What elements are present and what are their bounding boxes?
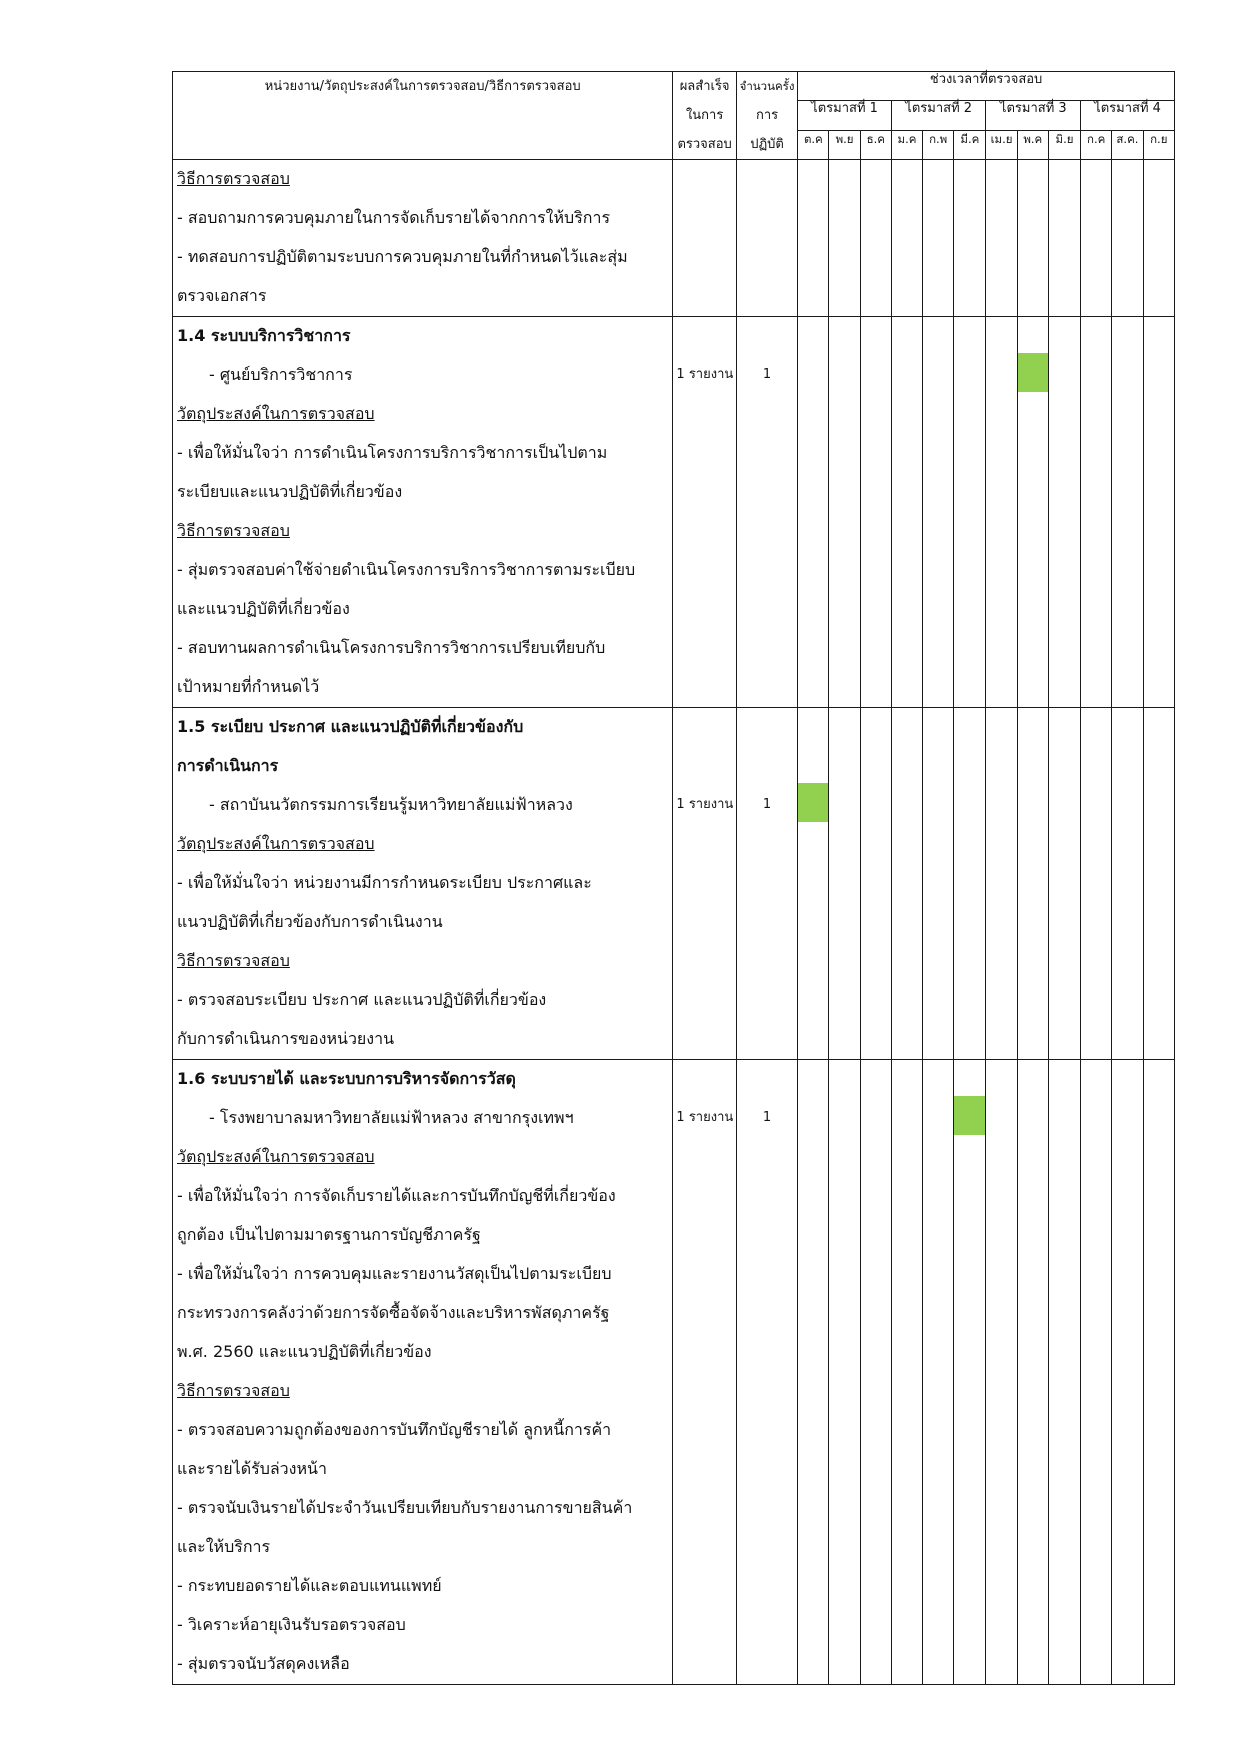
count-cell: [736, 708, 797, 1060]
header-count-column: [736, 72, 797, 160]
count-cell: [736, 160, 797, 317]
month-cell: [829, 708, 860, 1060]
month-cell: [986, 160, 1017, 317]
line-text: วัตถุประสงค์ในการตรวจสอบ: [177, 404, 375, 423]
line-text: - เพื่อให้มั่นใจว่า การจัดเก็บรายได้และการบันทึกบัญชีที่เกี่ยวข้อง: [177, 1186, 616, 1205]
section-subheading: [173, 825, 672, 864]
month-cell: [1081, 708, 1112, 1060]
section-line: [173, 1645, 672, 1684]
month-cell: [860, 317, 891, 708]
month-cell: [1048, 1060, 1080, 1685]
line-text: - โรงพยาบาลมหาวิทยาลัยแม่ฟ้าหลวง สาขากรุงเทพฯ: [209, 1108, 574, 1127]
section-line: [173, 1606, 672, 1645]
section-row: [173, 1060, 1175, 1685]
result-cell: [673, 317, 736, 708]
audit-schedule-table: [172, 71, 1175, 1685]
section-line: [173, 1294, 672, 1333]
line-text: - เพื่อให้มั่นใจว่า การควบคุมและรายงานวัสดุเป็นไปตามระเบียบ: [177, 1264, 612, 1283]
section-description: [173, 1060, 673, 1685]
header-result-line: ในการ: [685, 108, 724, 123]
header-quarter-3: ไตรมาสที่ 3: [986, 101, 1081, 130]
header-month: เม.ย: [986, 130, 1017, 159]
line-text: - เพื่อให้มั่นใจว่า หน่วยงานมีการกำหนดระเบียบ ประกาศและ: [177, 873, 592, 892]
line-text: - สุ่มตรวจนับวัสดุคงเหลือ: [177, 1654, 350, 1673]
line-text: - วิเคราะห์อายุเงินรับรอตรวจสอบ: [177, 1615, 406, 1634]
month-cell: [923, 708, 954, 1060]
month-cell: [891, 1060, 922, 1685]
result-cell: [673, 708, 736, 1060]
line-text: 1.6 ระบบรายได้ และระบบการบริหารจัดการวัสดุ: [177, 1069, 516, 1088]
header-month: ม.ค: [891, 130, 922, 159]
line-text: ถูกต้อง เป็นไปตามมาตรฐานการบัญชีภาครัฐ: [177, 1225, 481, 1244]
section-line: [173, 1333, 672, 1372]
section-subheading: [173, 1138, 672, 1177]
section-line: [173, 277, 672, 316]
count-value: [737, 160, 797, 199]
header-quarter-2: ไตรมาสที่ 2: [891, 101, 986, 130]
header-month: ก.ค: [1081, 130, 1112, 159]
month-cell: [829, 1060, 860, 1685]
month-cell: [1112, 317, 1143, 708]
section-line: [173, 1450, 672, 1489]
scheduled-bar: [1018, 353, 1048, 392]
header-result-line: ผลสำเร็จ: [679, 79, 730, 94]
header-unit-column: หน่วยงาน/วัตถุประสงค์ในการตรวจสอบ/วิธีการตรวจสอบ: [173, 72, 673, 160]
month-cell: [1143, 160, 1174, 317]
header-result-line: ตรวจสอบ: [677, 137, 732, 152]
header-month: ธ.ค: [860, 130, 891, 159]
line-text: - ทดสอบการปฏิบัติตามระบบการควบคุมภายในที่กำหนดไว้และสุ่ม: [177, 247, 628, 266]
header-month: ต.ค: [798, 130, 829, 159]
header-quarter-4: ไตรมาสที่ 4: [1081, 101, 1175, 130]
header-month: มี.ค: [954, 130, 986, 159]
line-text: และรายได้รับล่วงหน้า: [177, 1459, 327, 1478]
section-row: [173, 708, 1175, 1060]
line-text: - สถาบันนวัตกรรมการเรียนรู้มหาวิทยาลัยแม่ฟ้าหลวง: [209, 795, 573, 814]
section-line: [173, 473, 672, 512]
month-cell: [1143, 1060, 1174, 1685]
result-value: 1 รายงาน: [676, 367, 734, 382]
header-month: ก.พ: [923, 130, 954, 159]
line-text: - สอบทานผลการดำเนินโครงการบริการวิชาการเปรียบเทียบกับ: [177, 638, 606, 657]
section-line: [173, 551, 672, 590]
count-value: 1: [762, 367, 772, 382]
header-quarter-1: ไตรมาสที่ 1: [798, 101, 892, 130]
month-cell: [1048, 317, 1080, 708]
line-text: เป้าหมายที่กำหนดไว้: [177, 677, 320, 696]
month-cell: [860, 708, 891, 1060]
month-cell: [860, 160, 891, 317]
month-cell: [1017, 160, 1048, 317]
month-cell: [798, 708, 829, 1060]
section-subheading: [173, 1372, 672, 1411]
line-text: กับการดำเนินการของหน่วยงาน: [177, 1029, 395, 1048]
line-text: - ตรวจสอบความถูกต้องของการบันทึกบัญชีรายได้ ลูกหนี้การค้า: [177, 1420, 612, 1439]
section-line: [173, 1411, 672, 1450]
section-row: [173, 317, 1175, 708]
section-line: [173, 1489, 672, 1528]
month-cell: [1112, 160, 1143, 317]
month-cell: [1143, 317, 1174, 708]
section-title: [173, 708, 672, 747]
header-period-title: ช่วงเวลาที่ตรวจสอบ: [798, 72, 1175, 101]
section-subheading: [173, 942, 672, 981]
section-line: [173, 1099, 672, 1138]
line-text: - ตรวจสอบระเบียบ ประกาศ และแนวปฏิบัติที่เกี่ยวข้อง: [177, 990, 547, 1009]
section-line: [173, 199, 672, 238]
section-subheading: [173, 160, 672, 199]
month-cell: [923, 317, 954, 708]
header-month: ส.ค.: [1112, 130, 1143, 159]
line-text: วิธีการตรวจสอบ: [177, 1381, 290, 1400]
section-description: [173, 317, 673, 708]
section-line: [173, 1567, 672, 1606]
month-cell: [798, 1060, 829, 1685]
count-cell: [736, 1060, 797, 1685]
month-cell: [986, 317, 1017, 708]
month-cell: [954, 708, 986, 1060]
header-result-column: [673, 72, 736, 160]
month-cell: [798, 160, 829, 317]
header-month: พ.ย: [829, 130, 860, 159]
count-value: 1: [762, 797, 772, 812]
month-cell: [1112, 1060, 1143, 1685]
section-line: [173, 434, 672, 473]
line-text: และแนวปฏิบัติที่เกี่ยวข้อง: [177, 599, 350, 618]
section-title: [173, 317, 672, 356]
result-value: 1 รายงาน: [676, 1110, 734, 1125]
section-line: [173, 981, 672, 1020]
line-text: วิธีการตรวจสอบ: [177, 169, 290, 188]
section-line: [173, 356, 672, 395]
line-text: - สุ่มตรวจสอบค่าใช้จ่ายดำเนินโครงการบริการวิชาการตามระเบียบ: [177, 560, 636, 579]
line-text: ตรวจเอกสาร: [177, 286, 267, 305]
scheduled-bar: [798, 783, 828, 822]
line-text: แนวปฏิบัติที่เกี่ยวข้องกับการดำเนินงาน: [177, 912, 443, 931]
month-cell: [891, 708, 922, 1060]
month-cell: [954, 1060, 986, 1685]
section-row: [173, 160, 1175, 317]
count-value: 1: [762, 1110, 772, 1125]
line-text: วิธีการตรวจสอบ: [177, 951, 290, 970]
line-text: - กระทบยอดรายได้และตอบแทนแพทย์: [177, 1576, 442, 1595]
month-cell: [891, 160, 922, 317]
header-month: พ.ค: [1017, 130, 1048, 159]
result-value: [673, 160, 735, 199]
result-cell: [673, 160, 736, 317]
line-text: ระเบียบและแนวปฏิบัติที่เกี่ยวข้อง: [177, 482, 403, 501]
section-line: [173, 1255, 672, 1294]
month-cell: [923, 1060, 954, 1685]
month-cell: [891, 317, 922, 708]
month-cell: [1081, 317, 1112, 708]
section-subheading: [173, 512, 672, 551]
section-line: [173, 1177, 672, 1216]
section-title: [173, 747, 672, 786]
section-subheading: [173, 395, 672, 434]
month-cell: [1017, 317, 1048, 708]
section-line: [173, 1528, 672, 1567]
line-text: และให้บริการ: [177, 1537, 271, 1556]
month-cell: [798, 317, 829, 708]
month-cell: [954, 160, 986, 317]
section-title: [173, 1060, 672, 1099]
section-line: [173, 238, 672, 277]
month-cell: [860, 1060, 891, 1685]
month-cell: [986, 708, 1017, 1060]
line-text: พ.ศ. 2560 และแนวปฏิบัติที่เกี่ยวข้อง: [177, 1342, 432, 1361]
section-line: [173, 629, 672, 668]
line-text: - ตรวจนับเงินรายได้ประจำวันเปรียบเทียบกับรายงานการขายสินค้า: [177, 1498, 633, 1517]
line-text: - ศูนย์บริการวิชาการ: [209, 365, 353, 384]
count-cell: [736, 317, 797, 708]
section-line: [173, 1020, 672, 1059]
section-line: [173, 590, 672, 629]
month-cell: [954, 317, 986, 708]
section-line: [173, 1216, 672, 1255]
line-text: วัตถุประสงค์ในการตรวจสอบ: [177, 1147, 375, 1166]
result-value: 1 รายงาน: [676, 797, 734, 812]
month-cell: [1048, 160, 1080, 317]
line-text: - เพื่อให้มั่นใจว่า การดำเนินโครงการบริการวิชาการเป็นไปตาม: [177, 443, 608, 462]
month-cell: [1017, 1060, 1048, 1685]
month-cell: [923, 160, 954, 317]
month-cell: [1081, 160, 1112, 317]
section-line: [173, 903, 672, 942]
header-month: มิ.ย: [1048, 130, 1080, 159]
scheduled-bar: [954, 1096, 985, 1135]
line-text: วิธีการตรวจสอบ: [177, 521, 290, 540]
section-description: [173, 160, 673, 317]
month-cell: [986, 1060, 1017, 1685]
month-cell: [829, 160, 860, 317]
line-text: วัตถุประสงค์ในการตรวจสอบ: [177, 834, 375, 853]
section-line: [173, 786, 672, 825]
section-line: [173, 864, 672, 903]
line-text: 1.5 ระเบียบ ประกาศ และแนวปฏิบัติที่เกี่ยวข้องกับ: [177, 717, 524, 736]
header-count-line: การ: [755, 108, 779, 123]
month-cell: [1081, 1060, 1112, 1685]
section-description: [173, 708, 673, 1060]
header-month: ก.ย: [1143, 130, 1174, 159]
line-text: กระทรวงการคลังว่าด้วยการจัดซื้อจัดจ้างและบริหารพัสดุภาครัฐ: [177, 1303, 610, 1322]
result-cell: [673, 1060, 736, 1685]
month-cell: [1143, 708, 1174, 1060]
line-text: 1.4 ระบบบริการวิชาการ: [177, 326, 351, 345]
header-count-line: ปฏิบัติ: [750, 137, 784, 152]
line-text: การดำเนินการ: [177, 756, 279, 775]
section-line: [173, 668, 672, 707]
month-cell: [1048, 708, 1080, 1060]
header-count-line: จำนวนครั้ง: [739, 79, 795, 93]
month-cell: [1112, 708, 1143, 1060]
month-cell: [829, 317, 860, 708]
month-cell: [1017, 708, 1048, 1060]
line-text: - สอบถามการควบคุมภายในการจัดเก็บรายได้จากการให้บริการ: [177, 208, 611, 227]
